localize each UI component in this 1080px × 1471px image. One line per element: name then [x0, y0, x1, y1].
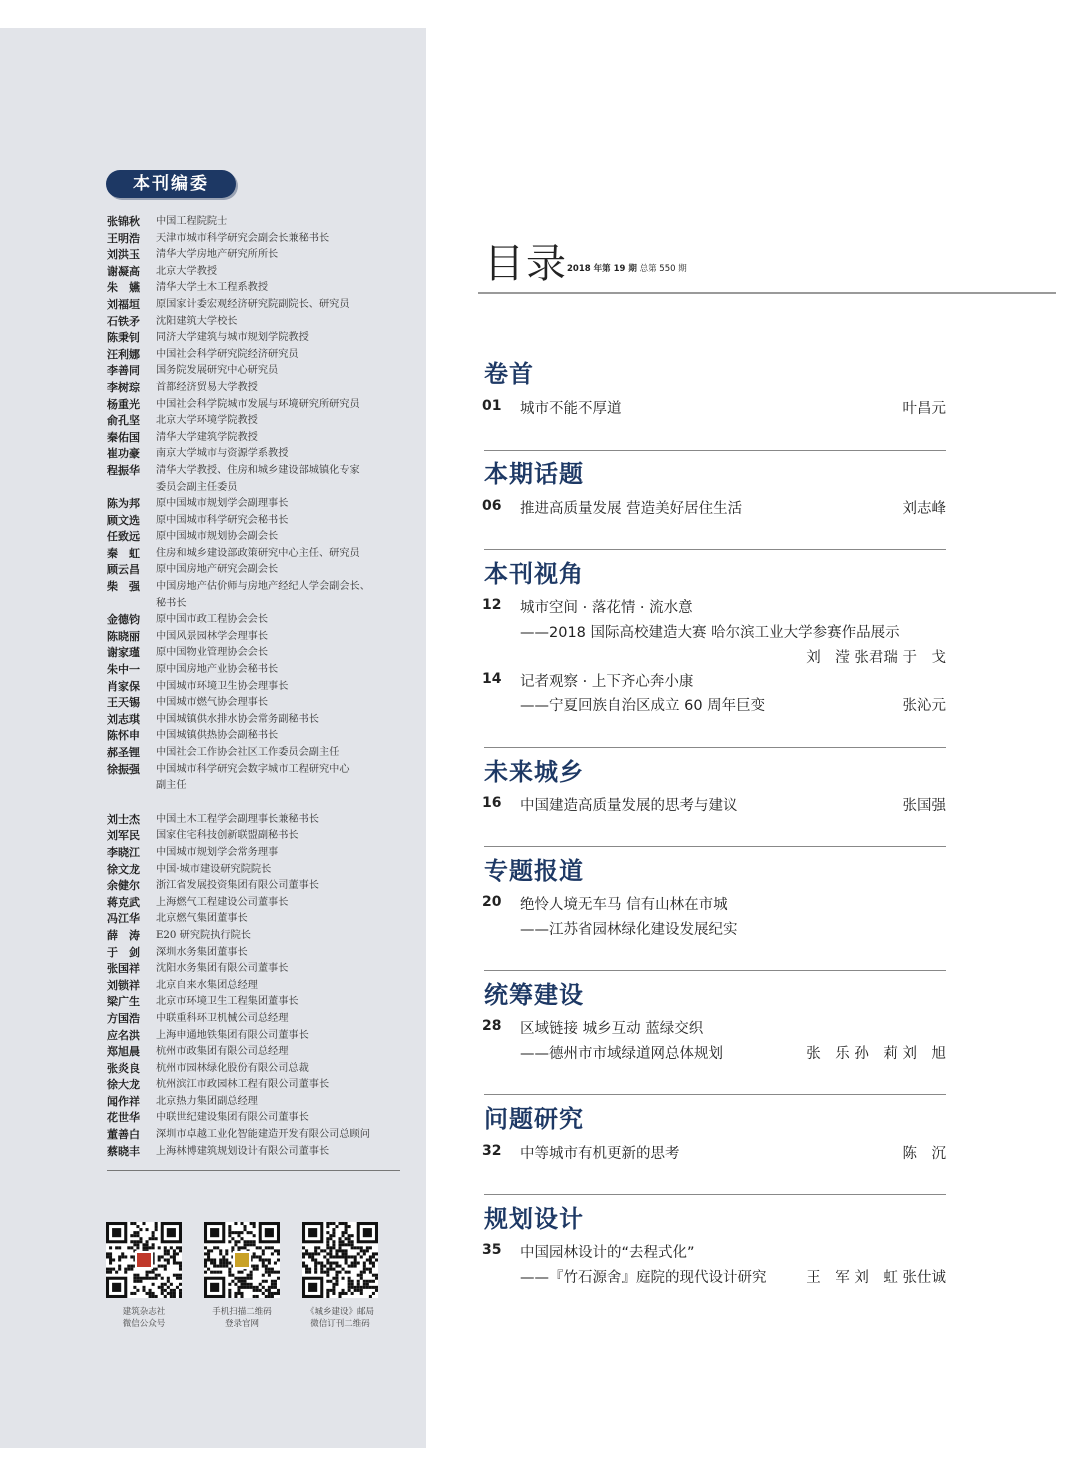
board-member [107, 695, 407, 712]
board-member [107, 480, 407, 497]
board-member [107, 430, 407, 447]
member-name: 石铁矛 [107, 314, 140, 328]
board-member [107, 911, 407, 928]
board-member [107, 562, 407, 579]
toc-title: 目录 [484, 241, 568, 287]
member-name: 李树琮 [107, 380, 140, 394]
entry-title[interactable]: 中等城市有机更新的思考 [520, 1146, 680, 1162]
entry-title[interactable]: 城市空间 · 落花情 · 流水意 [520, 600, 693, 616]
board-group-gap [107, 795, 407, 812]
board-member [107, 645, 407, 662]
member-name: 薛 涛 [107, 928, 140, 942]
section-heading: 卷首 [484, 359, 534, 388]
member-name: 王明浩 [107, 231, 140, 245]
board-member [107, 1061, 407, 1078]
board-member [107, 1127, 407, 1144]
qr-code-subscription [302, 1222, 378, 1298]
board-member [107, 363, 407, 380]
member-title: 深圳市卓越工业化智能建造开发有限公司总顾问 [156, 1129, 370, 1141]
member-title: 北京燃气集团董事长 [156, 913, 248, 925]
member-name: 刘志琪 [107, 712, 140, 726]
member-name: 崔功豪 [107, 447, 140, 461]
member-title: 原中国市政工程协会会长 [156, 614, 269, 626]
entry-title[interactable]: 区域链接 城乡互动 蓝绿交织 [520, 1021, 704, 1037]
entry-page-number: 20 [482, 894, 502, 910]
entry-subtitle: ——2018 国际高校建造大赛 哈尔滨工业大学参赛作品展示 [520, 625, 900, 641]
member-name: 陈秉钊 [107, 331, 140, 345]
section-heading: 规划设计 [484, 1204, 584, 1233]
member-title: 中国城镇供水排水协会常务副秘书长 [156, 713, 319, 725]
member-name: 方国浩 [107, 1011, 140, 1025]
editorial-board-list [107, 214, 407, 1160]
qr-caption-line: 微信订刊二维码 [310, 1319, 370, 1329]
board-member [107, 762, 407, 779]
member-title: 原中国房地产业协会秘书长 [156, 664, 279, 676]
board-member [107, 579, 407, 596]
member-name: 顾文选 [107, 513, 140, 527]
board-member [107, 712, 407, 729]
member-name: 陈晓丽 [107, 629, 140, 643]
member-name: 徐大龙 [107, 1078, 140, 1092]
member-title: 南京大学城市与资源学系教授 [156, 448, 289, 460]
member-name: 秦 虹 [107, 546, 140, 560]
member-title: 北京自来水集团总经理 [156, 979, 258, 991]
entry-author: 张沁元 [902, 698, 946, 714]
section-divider [484, 450, 946, 451]
qr-caption-line: 登录官网 [224, 1319, 259, 1329]
entry-author: 张国强 [902, 798, 946, 814]
member-name: 郝圣锂 [107, 746, 140, 759]
entry-author: 叶昌元 [902, 401, 946, 417]
member-title: 中国土木工程学会副理事长兼秘书长 [156, 813, 319, 825]
member-title: 清华大学建筑学院教授 [156, 431, 258, 443]
member-name: 王天锡 [107, 696, 140, 710]
entry-title[interactable]: 推进高质量发展 营造美好居住生活 [520, 501, 743, 517]
member-name: 应名洪 [107, 1028, 140, 1042]
entry-page-number: 16 [482, 795, 502, 811]
member-name: 李晓江 [107, 845, 140, 859]
member-title: 中国城市环境卫生协会理事长 [156, 680, 289, 692]
section-divider [484, 1094, 946, 1095]
entry-title[interactable]: 中国建造高质量发展的思考与建议 [520, 798, 738, 814]
member-title: 副主任 [156, 780, 187, 792]
board-member [107, 1094, 407, 1111]
member-title: 清华大学房地产研究所所长 [156, 249, 279, 261]
entry-page-number: 06 [482, 498, 502, 514]
board-group-2 [107, 812, 407, 1160]
member-title: 天津市城市科学研究会副会长兼秘书长 [156, 232, 330, 244]
entry-title[interactable]: 中国园林设计的“去程式化” [520, 1245, 695, 1261]
board-member [107, 330, 407, 347]
board-member [107, 314, 407, 331]
member-name: 刘福垣 [107, 297, 140, 311]
board-member [107, 596, 407, 613]
board-member [107, 629, 407, 646]
board-member [107, 812, 407, 829]
member-title: 上海申通地铁集团有限公司董事长 [156, 1029, 309, 1041]
board-member [107, 413, 407, 430]
member-title: 杭州市园林绿化股份有限公司总裁 [156, 1062, 309, 1074]
member-name: 金德钧 [107, 613, 140, 627]
board-member [107, 513, 407, 530]
board-member [107, 828, 407, 845]
member-name: 汪利娜 [107, 347, 140, 361]
entry-page-number: 32 [482, 1143, 502, 1159]
section-divider [484, 549, 946, 550]
entry-author: 王 军 刘 虹 张仕诚 [806, 1270, 946, 1286]
board-member [107, 928, 407, 945]
board-member [107, 247, 407, 264]
section-heading: 统筹建设 [484, 980, 584, 1009]
member-title: 沈阳建筑大学校长 [156, 315, 238, 327]
member-title: 北京大学环境学院教授 [156, 415, 258, 427]
member-title: 北京大学教授 [156, 265, 218, 277]
qr-caption-subscription [285, 1306, 395, 1330]
member-title: 中国城市科学研究会数字城市工程研究中心 [156, 763, 350, 775]
board-member [107, 347, 407, 364]
board-group-1 [107, 214, 407, 795]
member-title: 中国社会工作协会社区工作委员会副主任 [156, 747, 340, 758]
issue-number: 2018 年第 19 期 [567, 264, 637, 274]
board-member [107, 1011, 407, 1028]
member-name: 陈怀申 [107, 729, 140, 743]
member-title: 原中国城市规划学会副理事长 [156, 498, 289, 510]
board-member [107, 1144, 407, 1161]
member-title: 同济大学建筑与城市规划学院教授 [156, 332, 309, 344]
member-title: 中国房地产估价师与房地产经纪人学会副会长、 [156, 581, 370, 593]
member-title: 北京热力集团副总经理 [156, 1095, 258, 1107]
entry-author: 刘 滢 张君瑞 于 戈 [806, 650, 946, 666]
member-title: 首都经济贸易大学教授 [156, 381, 258, 393]
qr-caption-line: 微信公众号 [122, 1319, 166, 1329]
member-name: 张国祥 [107, 962, 140, 976]
member-name: 花世华 [107, 1111, 140, 1125]
member-title: 中国工程院院士 [156, 216, 228, 227]
board-member [107, 778, 407, 795]
board-member [107, 878, 407, 895]
member-title: 沈阳水务集团有限公司董事长 [156, 963, 289, 975]
board-member [107, 978, 407, 995]
member-name: 徐振强 [107, 762, 140, 776]
member-name: 杨重光 [107, 397, 140, 411]
board-member [107, 862, 407, 879]
member-title: 委员会副主任委员 [156, 481, 238, 493]
member-title: 中国城市规划学会常务理事 [156, 846, 279, 858]
qr-caption-wechat-official [89, 1306, 199, 1330]
qr-caption-website [187, 1306, 297, 1330]
entry-page-number: 01 [482, 398, 502, 414]
entry-page-number: 28 [482, 1018, 502, 1034]
board-member [107, 297, 407, 314]
member-title: 原中国物业管理协会会长 [156, 647, 269, 659]
member-title: 浙江省发展投资集团有限公司董事长 [156, 880, 319, 892]
board-divider [107, 1170, 400, 1171]
entry-title[interactable]: 绝怜人境无车马 信有山林在市城 [520, 897, 728, 913]
entry-subtitle: ——宁夏回族自治区成立 60 周年巨变 [520, 698, 766, 714]
board-member [107, 1110, 407, 1127]
member-title: 秘书长 [156, 597, 187, 609]
qr-caption-line: 手机扫描二维码 [212, 1307, 272, 1317]
board-member [107, 961, 407, 978]
member-title: 中国城镇供热协会副秘书长 [156, 730, 279, 742]
member-name: 刘军民 [107, 829, 140, 843]
member-title: 杭州市政集团有限公司总经理 [156, 1046, 289, 1058]
editorial-board-badge: 本刊编委 [106, 170, 236, 198]
board-member [107, 612, 407, 629]
member-title: 中联重科环卫机械公司总经理 [156, 1012, 289, 1024]
member-title: 上海林博建筑规划设计有限公司董事长 [156, 1145, 330, 1157]
toc-header-rule [478, 292, 1056, 294]
board-member [107, 231, 407, 248]
member-name: 肖家保 [107, 679, 140, 693]
member-title: 中国城市燃气协会理事长 [156, 697, 269, 709]
member-title: 中国社会科学研究院经济研究员 [156, 348, 299, 360]
section-divider [484, 747, 946, 748]
member-name: 冯江华 [107, 912, 140, 926]
member-name: 朱 嬿 [107, 281, 140, 295]
board-member [107, 380, 407, 397]
entry-subtitle: ——江苏省园林绿化建设发展纪实 [520, 922, 738, 938]
entry-page-number: 12 [482, 597, 502, 613]
member-title: 清华大学教授、住房和城乡建设部城镇化专家 [156, 464, 360, 476]
member-title: 中国风景园林学会理事长 [156, 630, 269, 642]
board-member [107, 1044, 407, 1061]
member-name: 闻作祥 [107, 1094, 140, 1108]
member-name: 梁广生 [107, 995, 140, 1009]
member-name: 蔡晓丰 [107, 1144, 140, 1158]
member-name: 俞孔坚 [107, 414, 140, 428]
member-name: 谢凝高 [107, 264, 140, 278]
member-title: 清华大学土木工程系教授 [156, 282, 269, 294]
entry-title[interactable]: 城市不能不厚道 [520, 401, 622, 417]
entry-author: 刘志峰 [902, 501, 946, 517]
member-title: 上海燃气工程建设公司董事长 [156, 896, 289, 908]
section-heading: 问题研究 [484, 1104, 584, 1133]
entry-subtitle: ——德州市市域绿道网总体规划 [520, 1046, 723, 1062]
member-title: 杭州滨江市政园林工程有限公司董事长 [156, 1079, 330, 1091]
board-member [107, 895, 407, 912]
member-title: 国家住宅科技创新联盟副秘书长 [156, 830, 299, 842]
member-name: 程振华 [107, 463, 140, 477]
entry-title[interactable]: 记者观察 · 上下齐心奔小康 [520, 674, 694, 690]
member-title: 原中国房地产研究会副会长 [156, 564, 279, 576]
toc-issue-info [567, 262, 687, 274]
member-name: 董善白 [107, 1128, 140, 1142]
member-title: 中国·城市建设研究院院长 [156, 863, 272, 875]
member-name: 谢家瑾 [107, 646, 140, 660]
member-name: 蒋克武 [107, 895, 140, 909]
board-member [107, 1028, 407, 1045]
member-name: 刘士杰 [107, 812, 140, 826]
board-member [107, 994, 407, 1011]
member-name: 陈为邦 [107, 497, 140, 511]
board-member [107, 529, 407, 546]
member-name: 朱中一 [107, 663, 140, 677]
entry-page-number: 35 [482, 1242, 502, 1258]
member-name: 余健尔 [107, 879, 140, 893]
board-member [107, 945, 407, 962]
member-name: 郑旭晨 [107, 1045, 140, 1059]
member-name: 张锦秋 [107, 215, 140, 228]
entry-subtitle: ——『竹石源舍』庭院的现代设计研究 [520, 1270, 767, 1286]
member-name: 任致远 [107, 530, 140, 544]
qr-code-website [204, 1222, 280, 1298]
entry-author: 陈 沉 [902, 1146, 946, 1162]
board-member [107, 546, 407, 563]
member-name: 秦佑国 [107, 430, 140, 444]
member-title: 北京市环境卫生工程集团董事长 [156, 996, 299, 1008]
section-heading: 本刊视角 [484, 559, 584, 588]
section-heading: 未来城乡 [484, 757, 584, 786]
section-divider [484, 846, 946, 847]
section-divider [484, 970, 946, 971]
member-title: E20 研究院执行院长 [156, 929, 251, 941]
board-member [107, 496, 407, 513]
member-name: 刘洪玉 [107, 248, 140, 262]
member-title: 住房和城乡建设部政策研究中心主任、研究员 [156, 547, 360, 559]
member-name: 于 剑 [107, 945, 140, 959]
qr-caption-line: 建筑杂志社 [122, 1307, 166, 1317]
entry-author: 张 乐 孙 莉 刘 旭 [806, 1046, 946, 1062]
member-title: 深圳水务集团董事长 [156, 946, 248, 958]
section-divider [484, 1194, 946, 1195]
member-name: 张炎良 [107, 1061, 140, 1075]
board-member [107, 1077, 407, 1094]
board-member [107, 845, 407, 862]
board-member [107, 280, 407, 297]
member-title: 原中国城市规划协会副会长 [156, 531, 279, 543]
member-name: 顾云昌 [107, 563, 140, 577]
qr-caption-line: 《城乡建设》邮局 [305, 1307, 374, 1317]
member-name: 徐文龙 [107, 862, 140, 876]
board-member [107, 662, 407, 679]
member-title: 原国家计委宏观经济研究院副院长、研究员 [156, 298, 350, 310]
board-member [107, 214, 407, 231]
board-member [107, 728, 407, 745]
board-member [107, 446, 407, 463]
section-heading: 专题报道 [484, 856, 584, 885]
member-title: 中联世纪建设集团有限公司董事长 [156, 1112, 309, 1124]
member-title: 国务院发展研究中心研究员 [156, 365, 279, 377]
board-member [107, 463, 407, 480]
board-member [107, 264, 407, 281]
board-member [107, 679, 407, 696]
section-heading: 本期话题 [484, 459, 584, 488]
member-title: 原中国城市科学研究会秘书长 [156, 514, 289, 526]
entry-page-number: 14 [482, 671, 502, 687]
board-member [107, 397, 407, 414]
member-name: 刘锁祥 [107, 978, 140, 992]
issue-total: 总第 550 期 [639, 264, 687, 274]
member-name: 柴 强 [107, 580, 140, 594]
member-name: 李善同 [107, 364, 140, 378]
board-member [107, 745, 407, 762]
member-title: 中国社会科学院城市发展与环境研究所研究员 [156, 398, 360, 410]
qr-code-wechat-official [106, 1222, 182, 1298]
